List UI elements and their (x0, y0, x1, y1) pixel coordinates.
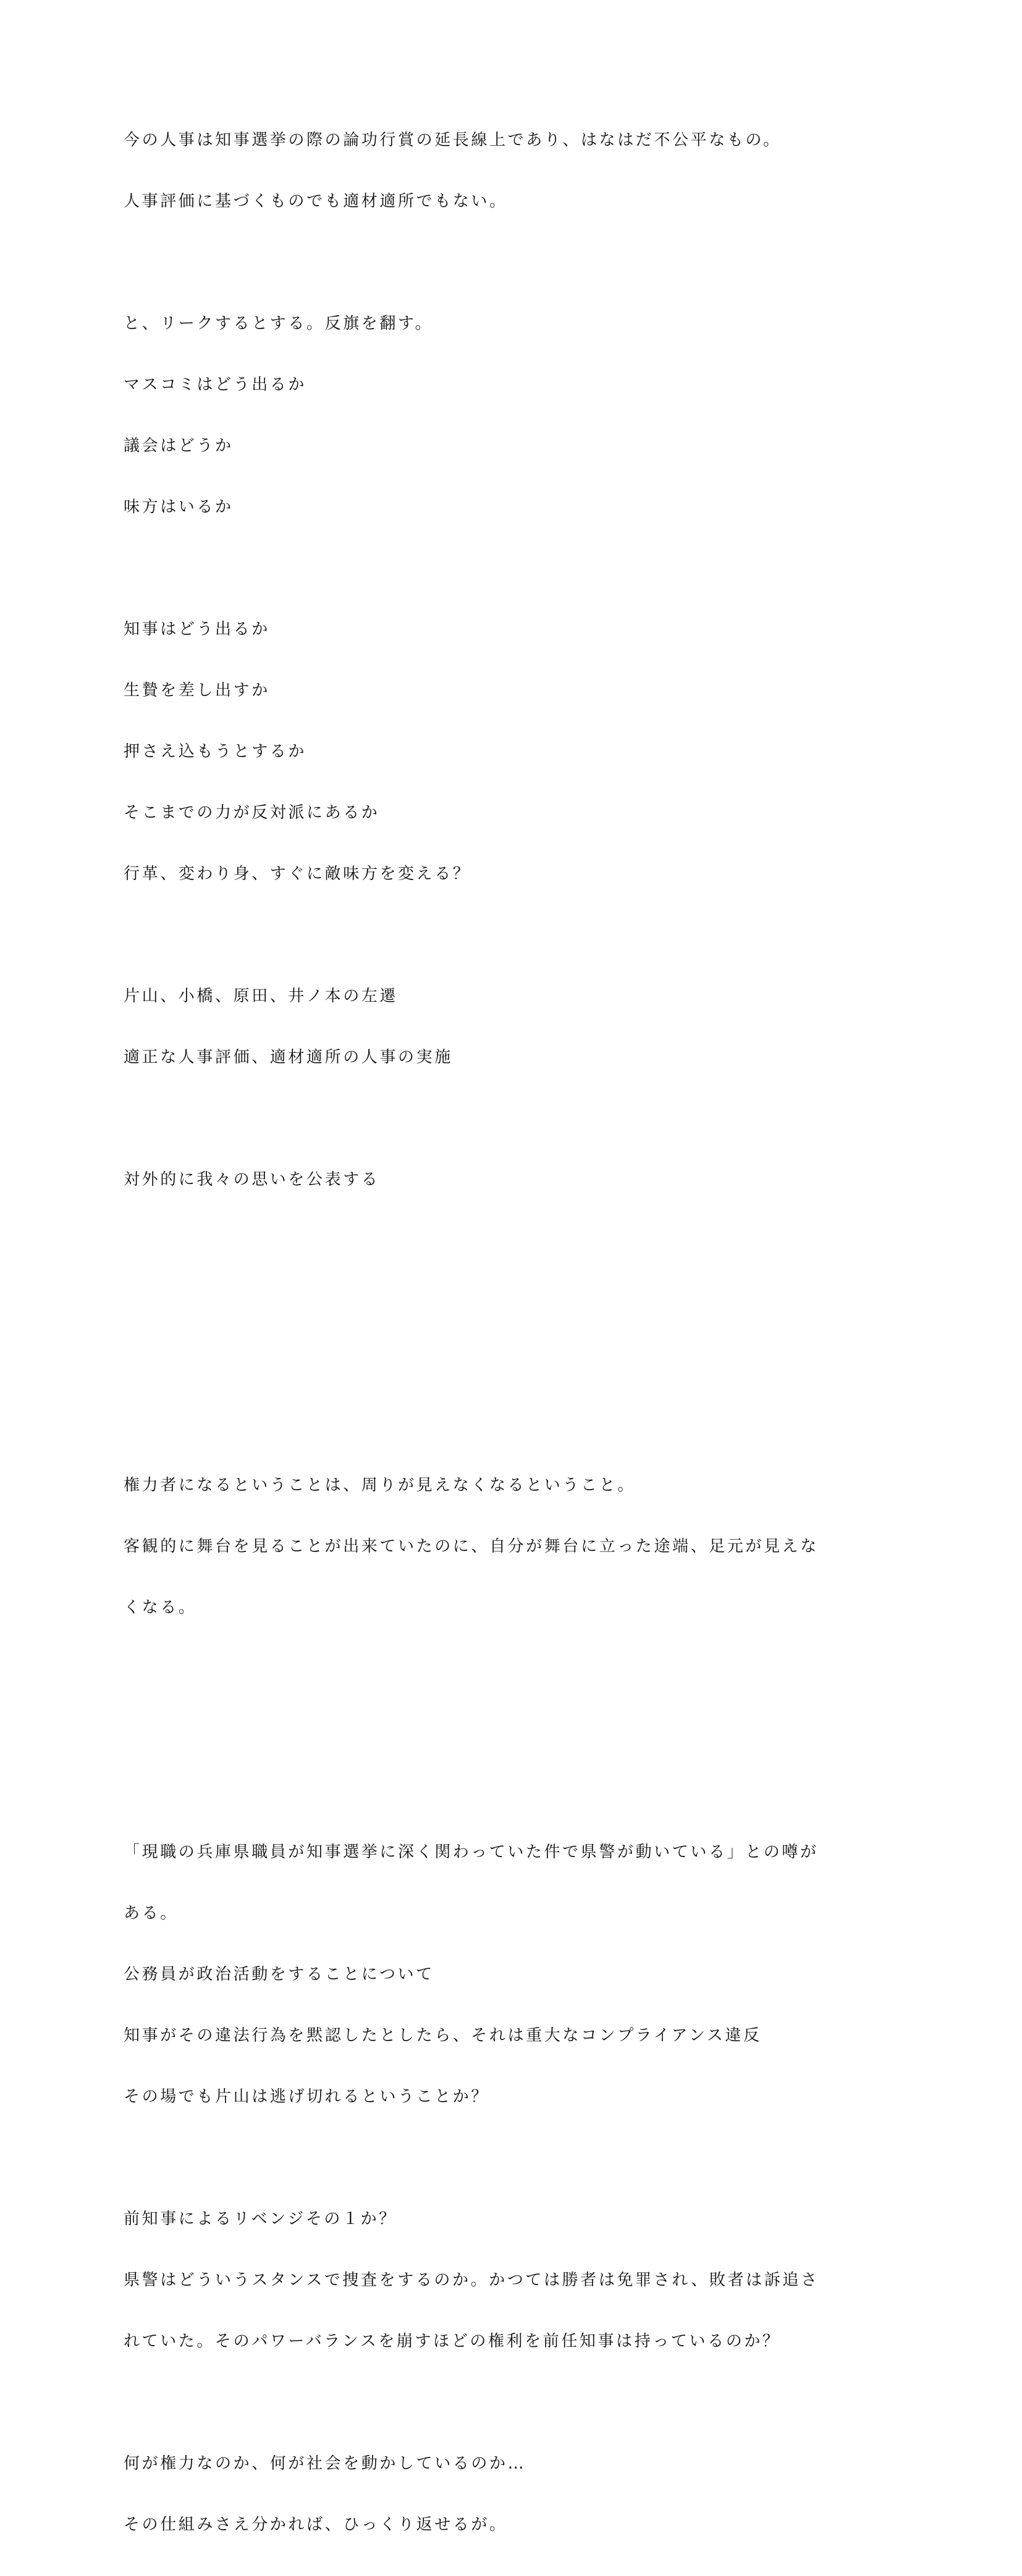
text-line: その場でも片山は逃げ切れるということか？ (124, 2087, 490, 2106)
blank-line (124, 1720, 908, 1740)
text-line: 片山、小橋、原田、井ノ本の左遷 (124, 987, 399, 1005)
blank-line (124, 1659, 908, 1679)
blank-line (124, 1414, 908, 1435)
text-line: 人事評価に基づくものでも適材適所でもない。 (124, 192, 508, 211)
text-line: 公務員が政治活動をすることについて (124, 1965, 434, 1984)
text-line: そこまでの力が反対派にあるか (124, 803, 380, 822)
blank-line (124, 1353, 908, 1374)
text-line: 権力者になるということは、周りが見えなくなるということ。 (124, 1476, 636, 1495)
text-line: 客観的に舞台を見ることが出来ていたのに、自分が舞台に立った途端、足元が見えな (124, 1537, 819, 1556)
blank-line (124, 1109, 908, 1129)
text-line: 知事がその違法行為を黙認したとしたら、それは重大なコンプライアンス違反 (124, 2026, 762, 2045)
text-line: 対外的に我々の思いを公表する (124, 1170, 380, 1189)
text-line: 何が権力なのか、何が社会を動かしているのか… (124, 2454, 526, 2473)
text-line: と、リークするとする。反旗を翻す。 (124, 314, 434, 333)
blank-line (124, 253, 908, 273)
blank-line (124, 1231, 908, 1251)
text-line: 味方はいるか (124, 498, 234, 516)
text-line: 適正な人事評価、適材適所の人事の実施 (124, 1048, 453, 1067)
blank-line (124, 1781, 908, 1802)
text-line: 行革、変わり身、すぐに敵味方を変える？ (124, 865, 471, 883)
text-line: 押さえ込もうとするか (124, 742, 307, 761)
blank-line (124, 2393, 908, 2413)
text-line: 「現職の兵庫県職員が知事選挙に深く関わっていた件で県警が動いている」との噂が (124, 1843, 819, 1861)
text-line: 県警はどういうスタンスで捜査をするのか。かつては勝者は免罪され、敗者は訴追さ (124, 2271, 819, 2289)
blank-line (124, 1292, 908, 1312)
text-line: 前知事によるリベンジその１か？ (124, 2210, 397, 2228)
text-line: ある。 (124, 1904, 179, 1923)
blank-line (124, 558, 908, 579)
text-line: 知事はどう出るか (124, 620, 270, 639)
text-line: 今の人事は知事選挙の際の論功行賞の延長線上であり、はなはだ不公平なもの。 (124, 131, 782, 149)
blank-line (124, 925, 908, 946)
text-line: れていた。そのパワーバランスを崩すほどの権利を前任知事は持っているのか？ (124, 2332, 781, 2351)
text-line: くなる。 (124, 1598, 197, 1617)
document-text (124, 90, 908, 2576)
text-line: マスコミはどう出るか (124, 375, 307, 394)
blank-line (124, 2148, 908, 2168)
text-line: 生贄を差し出すか (124, 681, 270, 700)
text-line: 議会はどうか (124, 437, 234, 455)
text-line: その仕組みさえ分かれば、ひっくり返せるが。 (124, 2515, 508, 2534)
